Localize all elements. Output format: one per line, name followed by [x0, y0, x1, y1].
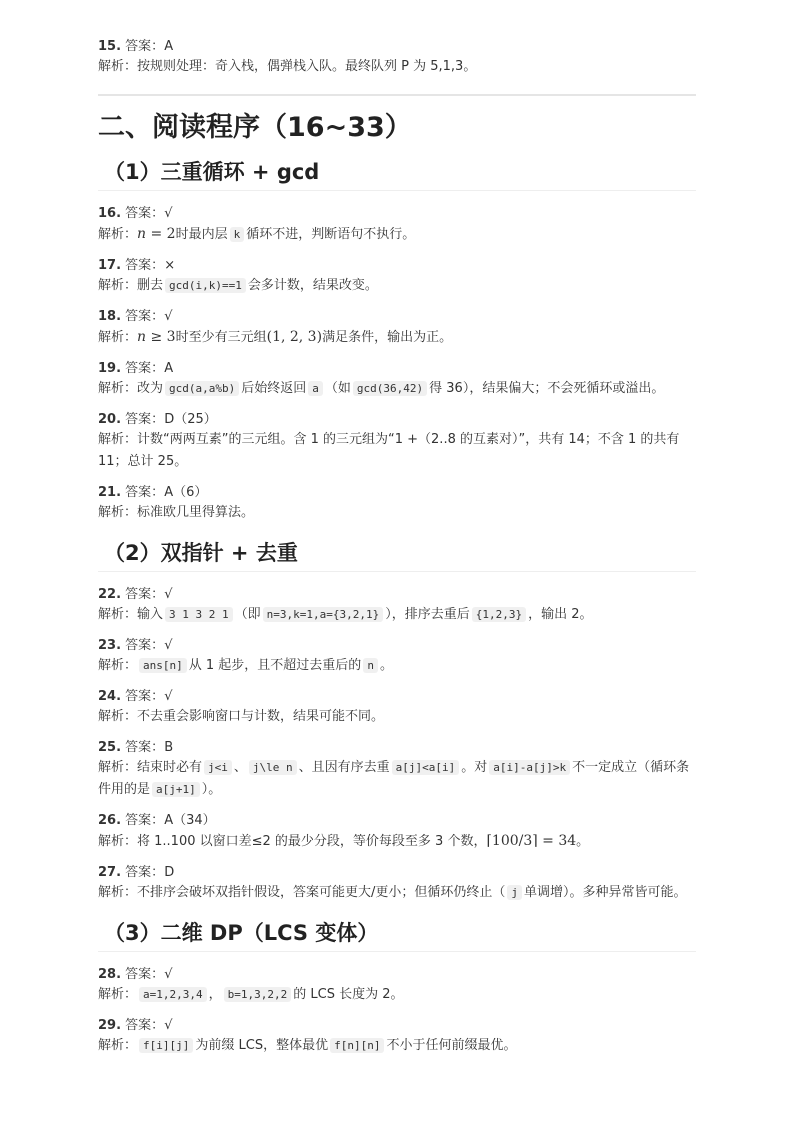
- answer-label: 答案：: [125, 740, 165, 755]
- explanation-text: 单调增）。多种异常皆可能。: [524, 885, 687, 900]
- math-expression: (1, 2, 3): [266, 329, 323, 345]
- inline-code: f[i][j]: [139, 1038, 193, 1053]
- math-variable: n: [137, 226, 147, 242]
- explanation-text: 解析：删去: [98, 278, 164, 293]
- answer-value: A（34）: [164, 813, 216, 828]
- question-number: 22.: [98, 587, 122, 602]
- answer-value: √: [164, 689, 173, 704]
- question-number: 28.: [98, 967, 122, 982]
- question-number: 18.: [98, 309, 122, 324]
- answer-line: [98, 637, 696, 655]
- answer-line: [98, 205, 696, 223]
- subsection-heading-1: （1）三重循环 + gcd: [98, 154, 696, 191]
- math-variable: n: [137, 329, 147, 345]
- answer-label: 答案：: [125, 813, 165, 828]
- answer-value: √: [164, 967, 173, 982]
- inline-code: a[i]-a[j]>k: [489, 760, 570, 775]
- explanation: 解析：计数“两两互素”的三元组。含 1 的三元组为“1 +（2..8 的互素对）”，共有 14；不含 1 的共有 11；总计 25。: [98, 432, 680, 469]
- answer-value: √: [164, 206, 173, 221]
- explanation-text: 解析：: [98, 1038, 138, 1053]
- question-number: 25.: [98, 740, 122, 755]
- answer-line: [98, 360, 696, 378]
- explanation-text: 解析：输入: [98, 607, 164, 622]
- answer-value: ×: [164, 258, 176, 273]
- answer-label: 答案：: [125, 206, 165, 221]
- inline-code: b=1,3,2,2: [224, 987, 292, 1002]
- question-number: 17.: [98, 258, 122, 273]
- explanation: 解析：按规则处理：奇入栈，偶弹栈入队。最终队列 P 为 5,1,3。: [98, 59, 477, 74]
- inline-code: j<i: [204, 760, 232, 775]
- answer-line: [98, 586, 696, 604]
- inline-code: j\le n: [249, 760, 297, 775]
- answer-label: 答案：: [125, 638, 165, 653]
- explanation: [98, 275, 696, 297]
- answer-line: [98, 1017, 696, 1035]
- explanation-text: 解析：: [98, 987, 138, 1002]
- answer-line: [98, 812, 696, 830]
- question-24: [98, 688, 696, 728]
- answer-value: A: [164, 361, 174, 376]
- math-expression: = 2: [146, 226, 176, 242]
- explanation: [98, 326, 696, 349]
- inline-code: f[n][n]: [330, 1038, 384, 1053]
- explanation: [98, 830, 696, 853]
- explanation-text: 不一定成立（循环条件用的是: [98, 760, 690, 797]
- question-19: [98, 360, 696, 400]
- explanation-text: 解析：将 1..100 以窗口差≤2 的最少分段，等价每段至多 3 个数，: [98, 834, 487, 849]
- answer-line: [98, 688, 696, 706]
- question-23: [98, 637, 696, 677]
- document-content: [98, 38, 696, 1068]
- explanation-text: 时最内层: [175, 227, 228, 242]
- explanation-text: ，输出 2。: [528, 607, 593, 622]
- math-expression: ⌈100/3⌉ = 34: [486, 833, 577, 849]
- inline-code: {1,2,3}: [472, 607, 526, 622]
- question-18: [98, 308, 696, 349]
- explanation: [98, 223, 696, 246]
- inline-code: ans[n]: [139, 658, 187, 673]
- explanation-text: 解析：: [98, 658, 138, 673]
- answer-label: 答案：: [125, 412, 165, 427]
- answer-value: B: [164, 740, 174, 755]
- answer-line: [98, 966, 696, 984]
- question-number: 15.: [98, 39, 122, 54]
- inline-code: n=3,k=1,a={3,2,1}: [263, 607, 384, 622]
- answer-label: 答案：: [125, 309, 165, 324]
- explanation-text: 后始终返回: [241, 381, 307, 396]
- question-28: [98, 966, 696, 1006]
- explanation-text: 解析：: [98, 227, 138, 242]
- inline-code: 3 1 3 2 1: [165, 607, 233, 622]
- answer-label: 答案：: [125, 39, 165, 54]
- inline-code: gcd(36,42): [353, 381, 427, 396]
- explanation-text: 不小于任何前缀最优。: [386, 1038, 517, 1053]
- answer-label: 答案：: [125, 1018, 165, 1033]
- explanation-text: ）。: [201, 782, 222, 797]
- answer-label: 答案：: [125, 967, 165, 982]
- explanation: [98, 378, 696, 400]
- question-27: [98, 864, 696, 904]
- explanation: 解析：不去重会影响窗口与计数，结果可能不同。: [98, 709, 385, 724]
- answer-line: [98, 484, 696, 502]
- question-25: [98, 739, 696, 801]
- answer-line: [98, 38, 696, 56]
- question-26: [98, 812, 696, 853]
- answer-value: √: [164, 638, 173, 653]
- answer-line: [98, 739, 696, 757]
- question-number: 20.: [98, 412, 122, 427]
- inline-code: gcd(a,a%b): [165, 381, 239, 396]
- explanation-text: 。: [379, 658, 393, 673]
- answer-value: √: [164, 309, 173, 324]
- explanation-text: 满足条件，输出为正。: [322, 330, 453, 345]
- explanation: [98, 604, 696, 626]
- explanation-text: 时至少有三元组: [175, 330, 267, 345]
- explanation-text: 的 LCS 长度为 2。: [293, 987, 404, 1002]
- answer-value: A（6）: [164, 485, 208, 500]
- question-number: 19.: [98, 361, 122, 376]
- inline-code: a[j+1]: [152, 782, 200, 797]
- answer-value: √: [164, 1018, 173, 1033]
- answer-label: 答案：: [125, 361, 165, 376]
- explanation-text: 。对: [461, 760, 488, 775]
- inline-code: n: [363, 658, 378, 673]
- answer-line: [98, 308, 696, 326]
- explanation-text: 解析：: [98, 330, 138, 345]
- answer-label: 答案：: [125, 485, 165, 500]
- answer-value: √: [164, 587, 173, 602]
- question-number: 27.: [98, 865, 122, 880]
- section-heading: 二、阅读程序（16~33）: [98, 94, 696, 148]
- explanation-text: 从 1 起步，且不超过去重后的: [188, 658, 362, 673]
- answer-value: D: [164, 865, 175, 880]
- math-expression: ≥ 3: [146, 329, 176, 345]
- explanation-text: 、且因有序去重: [298, 760, 390, 775]
- inline-code: k: [230, 227, 245, 242]
- explanation: [98, 757, 696, 801]
- explanation-text: 为前缀 LCS，整体最优: [195, 1038, 329, 1053]
- answer-label: 答案：: [125, 865, 165, 880]
- explanation: 解析：标准欧几里得算法。: [98, 505, 255, 520]
- question-20: [98, 411, 696, 473]
- answer-label: 答案：: [125, 587, 165, 602]
- answer-line: [98, 257, 696, 275]
- question-29: [98, 1017, 696, 1057]
- answer-label: 答案：: [125, 689, 165, 704]
- explanation-text: 循环不进，判断语句不执行。: [246, 227, 416, 242]
- explanation-text: 会多计数，结果改变。: [247, 278, 378, 293]
- explanation: [98, 984, 696, 1006]
- explanation: [98, 1035, 696, 1057]
- explanation-text: 、: [233, 760, 247, 775]
- question-number: 21.: [98, 485, 122, 500]
- explanation-text: ），排序去重后: [385, 607, 470, 622]
- question-16: [98, 205, 696, 246]
- explanation: [98, 882, 696, 904]
- explanation: [98, 655, 696, 677]
- question-22: [98, 586, 696, 626]
- question-number: 24.: [98, 689, 122, 704]
- inline-code: a[j]<a[i]: [392, 760, 460, 775]
- subsection-heading-3: （3）二维 DP（LCS 变体）: [98, 915, 696, 952]
- question-15: [98, 38, 696, 78]
- question-number: 16.: [98, 206, 122, 221]
- answer-value: D（25）: [164, 412, 217, 427]
- question-number: 23.: [98, 638, 122, 653]
- answer-line: [98, 411, 696, 429]
- inline-code: j: [507, 885, 522, 900]
- explanation-text: 解析：改为: [98, 381, 164, 396]
- answer-label: 答案：: [125, 258, 165, 273]
- explanation-text: （即: [234, 607, 261, 622]
- question-21: [98, 484, 696, 524]
- explanation-text: （如: [324, 381, 351, 396]
- answer-line: [98, 864, 696, 882]
- inline-code: gcd(i,k)==1: [165, 278, 246, 293]
- question-number: 26.: [98, 813, 122, 828]
- subsection-heading-2: （2）双指针 + 去重: [98, 535, 696, 572]
- explanation-text: ，: [208, 987, 222, 1002]
- inline-code: a=1,2,3,4: [139, 987, 207, 1002]
- question-17: [98, 257, 696, 297]
- explanation-text: 。: [576, 834, 590, 849]
- explanation-text: 解析：不排序会破坏双指针假设，答案可能更大/更小；但循环仍终止（: [98, 885, 506, 900]
- explanation-text: 解析：结束时必有: [98, 760, 203, 775]
- question-number: 29.: [98, 1018, 122, 1033]
- explanation-text: 得 36），结果偏大；不会死循环或溢出。: [429, 381, 665, 396]
- answer-value: A: [164, 39, 174, 54]
- inline-code: a: [308, 381, 323, 396]
